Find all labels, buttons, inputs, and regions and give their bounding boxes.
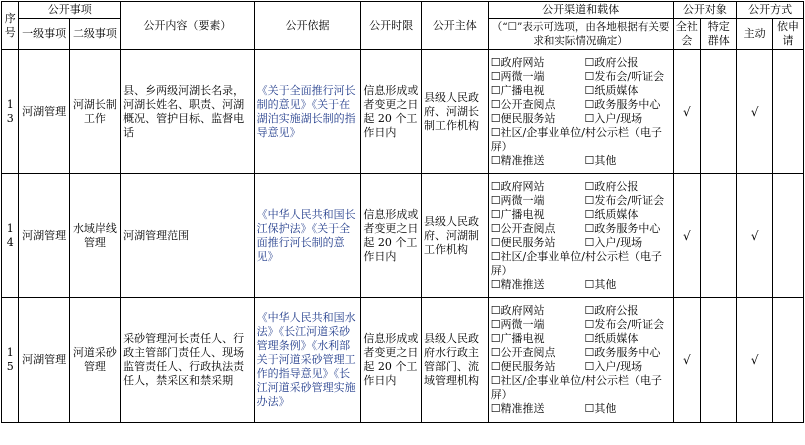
channel-service-station: ☐便民服务站 bbox=[490, 111, 556, 125]
row-content: 采砂管理河长责任人、行政主管部门责任人、现场监管责任人、行政执法责任人，禁采区和禁采期 bbox=[121, 298, 254, 423]
channel-bulletin-board: ☐社区/企事业单位/村公示栏（电子屏） bbox=[490, 125, 662, 153]
channel-other: ☐其他 bbox=[584, 153, 617, 167]
header-seq: 序号 bbox=[2, 2, 19, 50]
row-content: 河湖管理范围 bbox=[121, 174, 254, 298]
channel-other: ☐其他 bbox=[584, 277, 617, 291]
channel-wechat-weibo-app: ☐两微一端 bbox=[490, 193, 545, 207]
row-level2: 河湖长制工作 bbox=[69, 50, 120, 174]
channel-service-station: ☐便民服务站 bbox=[490, 235, 556, 249]
row-subject: 县级人民政府、河湖长制工作机构 bbox=[421, 50, 488, 174]
row-seq: 13 bbox=[2, 50, 19, 174]
row-target-all-check: √ bbox=[673, 50, 701, 174]
channel-reading-point: ☐公开查阅点 bbox=[490, 221, 556, 235]
channel-targeted-push: ☐精准推送 bbox=[490, 402, 545, 415]
row-target-all-check: √ bbox=[673, 174, 701, 298]
channel-bulletin-board: ☐社区/企事业单位/村公示栏（电子屏） bbox=[490, 374, 662, 401]
row-level1: 河湖管理 bbox=[19, 50, 69, 174]
channel-wechat-weibo-app: ☐两微一端 bbox=[490, 69, 545, 83]
row-time: 信息形成或者变更之日起 20 个工作日内 bbox=[361, 50, 422, 174]
header-channels-note: （“☐”表示可选项，由各地根据有关要求和实际情况确定） bbox=[488, 19, 673, 50]
channel-press-hearing: ☐发布会/听证会 bbox=[584, 193, 665, 207]
row-method-active-check: √ bbox=[737, 174, 773, 298]
header-target: 公开对象 bbox=[673, 2, 737, 19]
channel-broadcast-tv: ☐广播电视 bbox=[490, 83, 545, 97]
header-time: 公开时限 bbox=[361, 2, 422, 50]
channel-targeted-push: ☐精准推送 bbox=[490, 153, 545, 167]
channel-print-media: ☐纸质媒体 bbox=[584, 207, 639, 221]
row-target-specific-check bbox=[701, 50, 737, 174]
channel-press-hearing: ☐发布会/听证会 bbox=[584, 69, 665, 83]
row-subject: 县级人民政府水行政主管部门、流域管理机构 bbox=[421, 298, 488, 423]
row-channels bbox=[488, 298, 673, 423]
row-basis: 《关于全面推行河长制的意见》《关于在湖泊实施湖长制的指导意见》 bbox=[254, 50, 361, 174]
channel-gov-gazette: ☐政府公报 bbox=[584, 179, 639, 193]
row-time: 信息形成或者变更之日起 20 个工作日内 bbox=[361, 174, 422, 298]
channel-service-station: ☐便民服务站 bbox=[490, 360, 556, 373]
header-items-group: 公开事项 bbox=[19, 2, 121, 19]
channel-gov-website: ☐政府网站 bbox=[490, 55, 545, 69]
row-level2: 河道采砂管理 bbox=[69, 298, 120, 423]
row-method-active-check: √ bbox=[737, 50, 773, 174]
channel-service-center: ☐政务服务中心 bbox=[584, 346, 661, 359]
row-subject: 县级人民政府、河湖制工作机构 bbox=[421, 174, 488, 298]
row-content: 县、乡两级河湖长名录，河湖长姓名、职责、河湖概况、管护目标、监督电话 bbox=[121, 50, 254, 174]
row-level1: 河湖管理 bbox=[19, 298, 69, 423]
header-subject: 公开主体 bbox=[421, 2, 488, 50]
header-level1: 一级事项 bbox=[19, 19, 69, 50]
row-basis: 《中华人民共和国长江保护法》《关于全面推行河长制的意见》 bbox=[254, 174, 361, 298]
channel-print-media: ☐纸质媒体 bbox=[584, 83, 639, 97]
header-content: 公开内容（要素） bbox=[121, 2, 254, 50]
row-seq: 15 bbox=[2, 298, 19, 423]
header-target-all: 全社会 bbox=[673, 19, 701, 50]
channel-broadcast-tv: ☐广播电视 bbox=[490, 332, 545, 345]
disclosure-table bbox=[1, 1, 804, 423]
header-method-active: 主动 bbox=[737, 19, 773, 50]
row-target-specific-check bbox=[701, 174, 737, 298]
channel-reading-point: ☐公开查阅点 bbox=[490, 97, 556, 111]
channel-service-center: ☐政务服务中心 bbox=[584, 97, 661, 111]
channel-gov-website: ☐政府网站 bbox=[490, 304, 545, 317]
channel-gov-website: ☐政府网站 bbox=[490, 179, 545, 193]
channel-door-to-door: ☐入户/现场 bbox=[584, 360, 643, 373]
header-channels: 公开渠道和载体 bbox=[488, 2, 673, 19]
channel-other: ☐其他 bbox=[584, 402, 617, 415]
row-method-active-check: √ bbox=[737, 298, 773, 423]
row-level1: 河湖管理 bbox=[19, 174, 69, 298]
row-method-request-check bbox=[773, 174, 804, 298]
row-target-all-check: √ bbox=[673, 298, 701, 423]
header-basis: 公开依据 bbox=[254, 2, 361, 50]
channel-gov-gazette: ☐政府公报 bbox=[584, 55, 639, 69]
channel-door-to-door: ☐入户/现场 bbox=[584, 111, 643, 125]
header-method: 公开方式 bbox=[737, 2, 804, 19]
row-basis: 《中华人民共和国水法》《长江河道采砂管理条例》《水利部关于河道采砂管理工作的指导意见》《长江河道采砂管理实施办法》 bbox=[254, 298, 361, 423]
channel-door-to-door: ☐入户/现场 bbox=[584, 235, 643, 249]
table-row bbox=[2, 50, 804, 174]
row-channels bbox=[488, 50, 673, 174]
row-method-request-check bbox=[773, 298, 804, 423]
row-seq: 14 bbox=[2, 174, 19, 298]
channel-service-center: ☐政务服务中心 bbox=[584, 221, 661, 235]
header-level2: 二级事项 bbox=[69, 19, 120, 50]
row-time: 信息形成或者变更之日起 20 个工作日内 bbox=[361, 298, 422, 423]
row-method-request-check bbox=[773, 50, 804, 174]
header-method-request: 依申请 bbox=[773, 19, 804, 50]
row-target-specific-check bbox=[701, 298, 737, 423]
header-target-specific: 特定群体 bbox=[701, 19, 737, 50]
table-row bbox=[2, 174, 804, 298]
row-level2: 水域岸线管理 bbox=[69, 174, 120, 298]
table-row bbox=[2, 298, 804, 423]
channel-targeted-push: ☐精准推送 bbox=[490, 277, 545, 291]
row-channels bbox=[488, 174, 673, 298]
channel-press-hearing: ☐发布会/听证会 bbox=[584, 318, 665, 331]
channel-gov-gazette: ☐政府公报 bbox=[584, 304, 639, 317]
channel-wechat-weibo-app: ☐两微一端 bbox=[490, 318, 545, 331]
channel-reading-point: ☐公开查阅点 bbox=[490, 346, 556, 359]
channel-bulletin-board: ☐社区/企事业单位/村公示栏（电子屏） bbox=[490, 249, 662, 277]
channel-print-media: ☐纸质媒体 bbox=[584, 332, 639, 345]
channel-broadcast-tv: ☐广播电视 bbox=[490, 207, 545, 221]
